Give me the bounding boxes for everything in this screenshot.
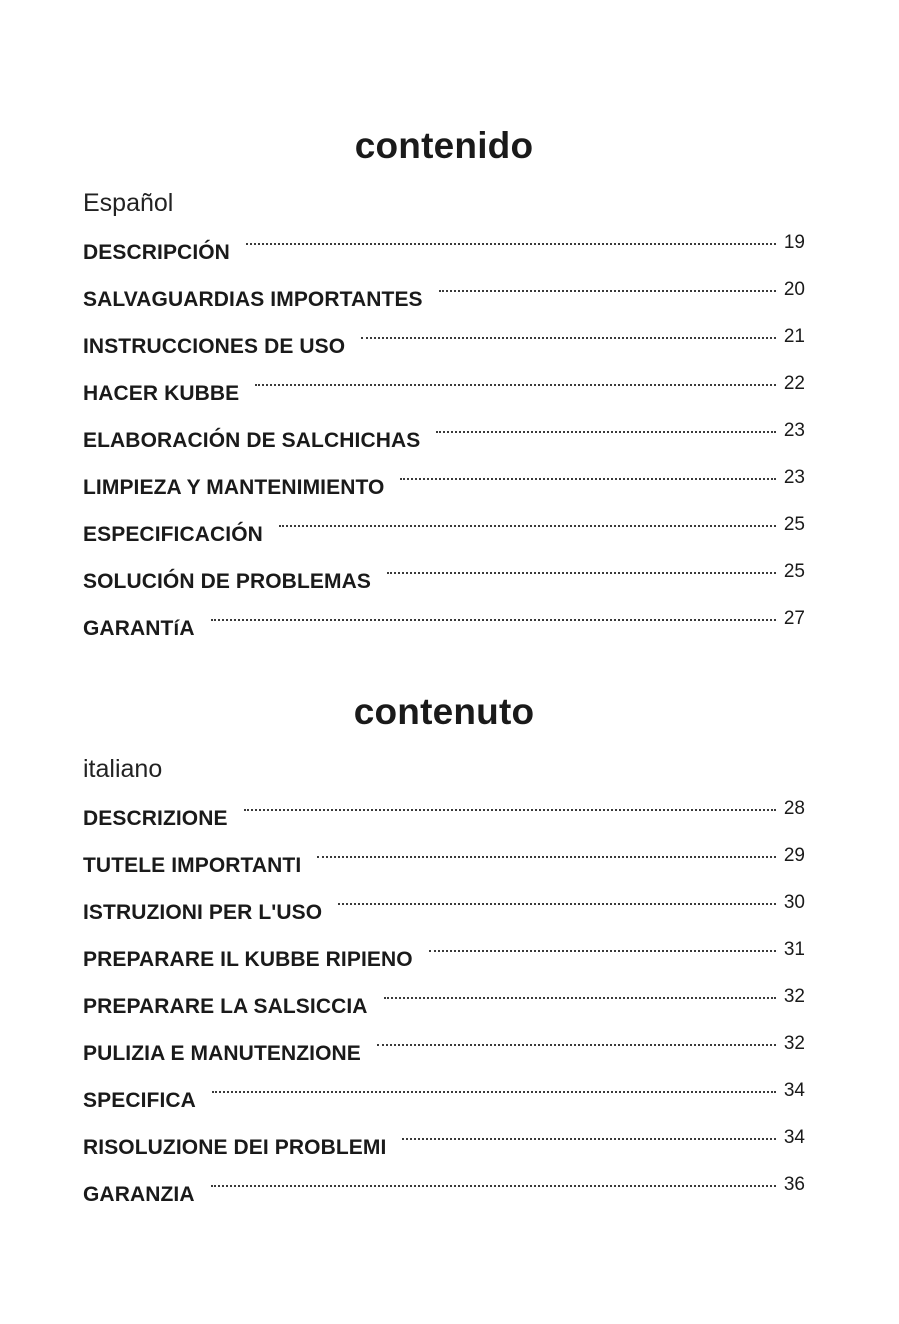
toc-entry-title: SPECIFICA <box>83 1089 196 1112</box>
toc-page-number: 34 <box>783 1127 805 1148</box>
dot-leader <box>429 950 776 952</box>
toc-list <box>83 798 805 1221</box>
toc-entry-limpieza[interactable] <box>83 467 805 514</box>
toc-page-number: 19 <box>783 232 805 253</box>
toc-page-number: 20 <box>783 279 805 300</box>
section-title: contenido <box>354 125 534 166</box>
toc-entry-title: DESCRIZIONE <box>83 807 228 830</box>
dot-leader <box>317 856 776 858</box>
toc-page-number: 23 <box>783 420 805 441</box>
toc-page-number: 30 <box>783 892 805 913</box>
dot-leader <box>439 290 776 292</box>
toc-entry-title: PREPARARE LA SALSICCIA <box>83 995 368 1018</box>
toc-entry-solucion[interactable] <box>83 561 805 608</box>
toc-entry-salvaguardias[interactable] <box>83 279 805 326</box>
toc-entry-title: SOLUCIÓN DE PROBLEMAS <box>83 570 371 593</box>
dot-leader <box>361 337 776 339</box>
toc-page-number: 21 <box>783 326 805 347</box>
toc-entry-title: SALVAGUARDIAS IMPORTANTES <box>83 288 423 311</box>
toc-entry-kubbe-ripieno[interactable] <box>83 939 805 986</box>
dot-leader <box>384 997 776 999</box>
toc-page-number: 32 <box>783 986 805 1007</box>
toc-entry-garantia[interactable] <box>83 608 805 655</box>
toc-entry-instrucciones[interactable] <box>83 326 805 373</box>
dot-leader <box>211 1185 776 1187</box>
toc-page-number: 29 <box>783 845 805 866</box>
toc-page-number: 28 <box>783 798 805 819</box>
toc-entry-title: GARANTíA <box>83 617 195 640</box>
language-label: Español <box>83 189 174 217</box>
dot-leader <box>400 478 776 480</box>
toc-entry-title: HACER KUBBE <box>83 382 240 405</box>
toc-page-number: 27 <box>783 608 805 629</box>
toc-page-number: 25 <box>783 514 805 535</box>
toc-entry-salsiccia[interactable] <box>83 986 805 1033</box>
toc-entry-title: RISOLUZIONE DEI PROBLEMI <box>83 1136 387 1159</box>
toc-entry-title: ESPECIFICACIÓN <box>83 523 263 546</box>
dot-leader <box>436 431 776 433</box>
dot-leader <box>255 384 776 386</box>
toc-entry-title: GARANZIA <box>83 1183 195 1206</box>
dot-leader <box>212 1091 776 1093</box>
dot-leader <box>246 243 776 245</box>
dot-leader <box>211 619 776 621</box>
dot-leader <box>402 1138 776 1140</box>
toc-entry-title: TUTELE IMPORTANTI <box>83 854 302 877</box>
toc-entry-pulizia[interactable] <box>83 1033 805 1080</box>
dot-leader <box>387 572 776 574</box>
toc-entry-salchichas[interactable] <box>83 420 805 467</box>
toc-page-number: 34 <box>783 1080 805 1101</box>
toc-entry-title: LIMPIEZA Y MANTENIMIENTO <box>83 476 385 499</box>
language-label: italiano <box>83 755 163 783</box>
toc-entry-descripcion[interactable] <box>83 232 805 279</box>
dot-leader <box>377 1044 776 1046</box>
toc-entry-title: ELABORACIÓN DE SALCHICHAS <box>83 429 421 452</box>
toc-list <box>83 232 805 655</box>
toc-entry-risoluzione[interactable] <box>83 1127 805 1174</box>
toc-entry-title: INSTRUCCIONES DE USO <box>83 335 346 358</box>
toc-entry-garanzia[interactable] <box>83 1174 805 1221</box>
toc-entry-tutele[interactable] <box>83 845 805 892</box>
toc-entry-hacer-kubbe[interactable] <box>83 373 805 420</box>
toc-entry-title: PULIZIA E MANUTENZIONE <box>83 1042 361 1065</box>
toc-entry-title: DESCRIPCIÓN <box>83 241 230 264</box>
toc-entry-title: ISTRUZIONI PER L'USO <box>83 901 323 924</box>
toc-entry-specifica[interactable] <box>83 1080 805 1127</box>
toc-entry-especificacion[interactable] <box>83 514 805 561</box>
toc-page-number: 22 <box>783 373 805 394</box>
toc-page-number: 31 <box>783 939 805 960</box>
toc-page-number: 36 <box>783 1174 805 1195</box>
toc-entry-istruzioni[interactable] <box>83 892 805 939</box>
dot-leader <box>338 903 776 905</box>
toc-page-number: 23 <box>783 467 805 488</box>
dot-leader <box>244 809 776 811</box>
dot-leader <box>279 525 776 527</box>
toc-entry-title: PREPARARE IL KUBBE RIPIENO <box>83 948 413 971</box>
toc-page-number: 25 <box>783 561 805 582</box>
toc-page-number: 32 <box>783 1033 805 1054</box>
toc-entry-descrizione[interactable] <box>83 798 805 845</box>
section-title: contenuto <box>353 691 535 732</box>
